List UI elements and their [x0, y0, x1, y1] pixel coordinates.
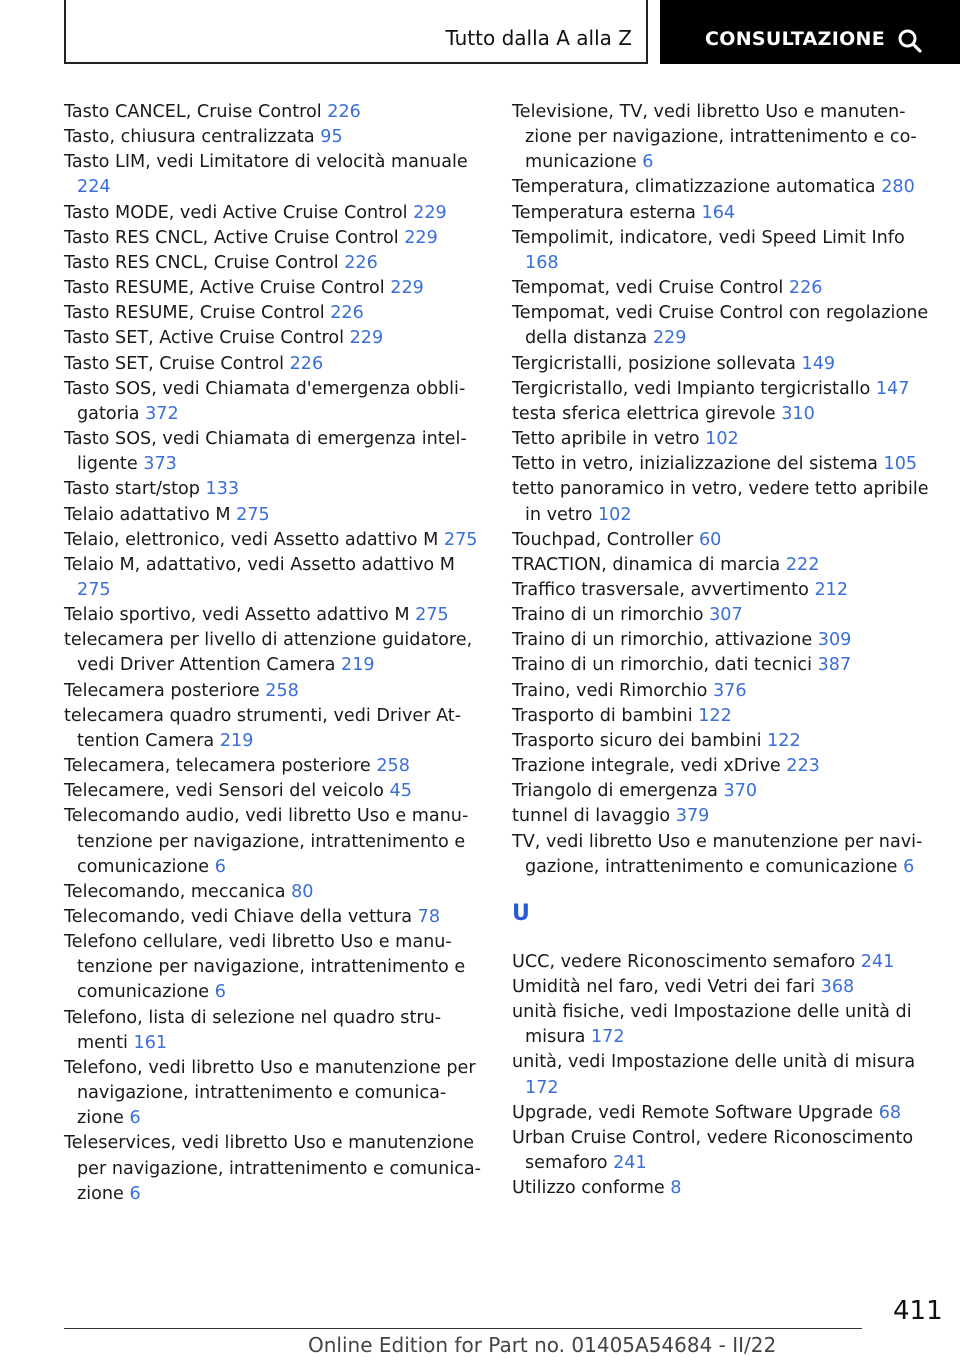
- page-reference-link[interactable]: 387: [817, 655, 852, 676]
- index-entry: [64, 477, 482, 502]
- page-reference-link[interactable]: 68: [878, 1102, 902, 1123]
- search-icon[interactable]: [897, 28, 923, 54]
- index-entry: [64, 226, 482, 251]
- index-term: Traino di un rimorchio, attivazione: [512, 630, 813, 651]
- index-term: Traino, vedi Rimorchio: [512, 680, 708, 701]
- index-term: Telecamera posteriore: [64, 680, 260, 701]
- page-reference-link[interactable]: 102: [597, 504, 632, 525]
- index-entry: [64, 251, 482, 276]
- index-term: testa sferica elettrica girevole: [512, 403, 776, 424]
- index-entry: [512, 603, 932, 628]
- index-entry: [512, 704, 932, 729]
- index-term: Telaio M, adattativo, vedi Assetto adattivo M: [64, 554, 455, 575]
- index-entry: [64, 201, 482, 226]
- index-entry: [512, 427, 932, 452]
- index-term: UCC, vedere Riconoscimento semaforo: [512, 951, 856, 972]
- index-term: Televisione, TV, vedi libretto Uso e manutenzione per navigazione, intrattenimento e comunicazione: [512, 102, 917, 173]
- page-reference-link[interactable]: 78: [417, 907, 441, 927]
- page-reference-link[interactable]: 275: [443, 529, 478, 550]
- index-entry: [512, 754, 932, 779]
- page-reference-link[interactable]: 229: [404, 227, 438, 248]
- index-term: Tasto SET, Active Cruise Control: [64, 328, 345, 349]
- index-term: Telefono, lista di selezione nel quadro strumenti: [64, 1007, 442, 1053]
- index-entry: [64, 125, 482, 150]
- page-reference-link[interactable]: 379: [675, 806, 710, 827]
- index-term: Tasto CANCEL, Cruise Control: [64, 102, 322, 122]
- index-entry: [64, 679, 482, 704]
- index-term: Utilizzo conforme: [512, 1178, 665, 1199]
- index-column-left: [64, 100, 482, 1207]
- index-entry: [512, 352, 932, 377]
- page-reference-link[interactable]: 8: [670, 1178, 682, 1199]
- page-reference-link[interactable]: 280: [881, 177, 915, 198]
- page-reference-link[interactable]: 373: [143, 454, 177, 475]
- index-term: Tempomat, vedi Cruise Control con regolazione della distanza: [512, 303, 929, 349]
- header-section-box: [64, 0, 648, 64]
- index-term: Upgrade, vedi Remote Software Upgrade: [512, 1102, 874, 1123]
- index-entry: [64, 427, 482, 477]
- index-entry: [512, 779, 932, 804]
- index-entry: [64, 1056, 482, 1131]
- index-entry: [512, 276, 932, 301]
- index-entry: [512, 628, 932, 653]
- index-entry: [512, 226, 932, 276]
- page-reference-link[interactable]: 219: [219, 730, 254, 751]
- index-term: telecamera quadro strumenti, vedi Driver Attention Camera: [64, 705, 462, 751]
- index-term: telecamera per livello di attenzione guidatore, vedi Driver Attention Camera: [64, 630, 473, 676]
- page-reference-link[interactable]: 223: [786, 756, 820, 777]
- index-entry: [512, 1101, 932, 1126]
- index-group-t: [512, 100, 932, 880]
- index-entry: [64, 503, 482, 528]
- index-term: Tergicristallo, vedi Impianto tergicristallo: [512, 378, 871, 399]
- page-reference-link[interactable]: 6: [214, 982, 226, 1003]
- index-term: Tasto start/stop: [64, 479, 200, 500]
- page-reference-link[interactable]: 172: [525, 1077, 559, 1098]
- page-reference-link[interactable]: 149: [801, 353, 836, 374]
- index-entry: [64, 528, 482, 553]
- page-reference-link[interactable]: 307: [709, 605, 743, 626]
- index-entry: [64, 930, 482, 1005]
- index-term: tunnel di lavaggio: [512, 806, 671, 827]
- index-entry: [512, 804, 932, 829]
- page-reference-link[interactable]: 258: [376, 756, 410, 777]
- index-term: Teleservices, vedi libretto Uso e manutenzione per navigazione, intrattenimento e comunicazione: [64, 1133, 482, 1204]
- page-reference-link[interactable]: 226: [330, 303, 364, 324]
- page-reference-link[interactable]: 95: [320, 127, 343, 148]
- index-entry: [64, 377, 482, 427]
- index-entry: [64, 301, 482, 326]
- index-entry: [512, 679, 932, 704]
- index-term: Telecamera, telecamera posteriore: [64, 756, 371, 777]
- index-term: unità fisiche, vedi Impostazione delle unità di misura: [512, 1002, 912, 1048]
- index-entry: [512, 301, 932, 351]
- page-reference-link[interactable]: 122: [767, 730, 801, 751]
- page-reference-link[interactable]: 226: [788, 278, 823, 299]
- index-term: Telecomando, meccanica: [64, 881, 286, 902]
- index-term: Telefono cellulare, vedi libretto Uso e manutenzione per navigazione, intrattenimento e comunicazione: [64, 932, 466, 1003]
- page-reference-link[interactable]: 6: [214, 856, 226, 877]
- index-term: Tasto SOS, vedi Chiamata d'emergenza obbligatoria: [64, 378, 466, 424]
- page-reference-link[interactable]: 6: [129, 1108, 141, 1129]
- page-reference-link[interactable]: 172: [590, 1027, 625, 1048]
- index-term: Traffico trasversale, avvertimento: [512, 579, 809, 600]
- index-entry: [512, 477, 932, 527]
- index-entry: [512, 950, 932, 975]
- index-term: Urban Cruise Control, vedere Riconoscimento semaforo: [512, 1127, 914, 1174]
- header-section-title: Tutto dalla A alla Z: [445, 26, 632, 50]
- page-reference-link[interactable]: 372: [145, 403, 179, 424]
- index-entry: [512, 1000, 932, 1050]
- header-chapter-title: CONSULTAZIONE: [705, 28, 886, 50]
- page-reference-link[interactable]: 229: [413, 202, 447, 223]
- index-term: Telaio adattativo M: [64, 504, 231, 525]
- index-term: Telecomando audio, vedi libretto Uso e manutenzione per navigazione, intrattenimento e comunicazione: [64, 806, 469, 877]
- page-reference-link[interactable]: 275: [77, 579, 111, 600]
- page-reference-link[interactable]: 310: [781, 403, 815, 424]
- index-entry: [512, 1050, 932, 1100]
- page-reference-link[interactable]: 275: [236, 504, 270, 525]
- index-entry: [64, 754, 482, 779]
- index-entry: [512, 452, 932, 477]
- index-term: tetto panoramico in vetro, vedere tetto apribile in vetro: [512, 479, 929, 525]
- index-entry: [64, 905, 482, 930]
- index-term: TV, vedi libretto Uso e manutenzione per navigazione, intrattenimento e comunicazione: [512, 831, 923, 877]
- page-reference-link[interactable]: 6: [129, 1183, 141, 1204]
- page-reference-link[interactable]: 275: [415, 605, 449, 626]
- page-reference-link[interactable]: 222: [785, 554, 820, 575]
- index-entry: [64, 352, 482, 377]
- page-reference-link[interactable]: 258: [265, 680, 299, 701]
- index-term: Temperatura esterna: [512, 202, 696, 223]
- page-reference-link[interactable]: 105: [883, 454, 918, 475]
- page-reference-link[interactable]: 6: [642, 152, 654, 173]
- index-entry: [64, 704, 482, 754]
- index-entry: [512, 402, 932, 427]
- index-term: Tasto, chiusura centralizzata: [64, 127, 315, 148]
- index-entry: [64, 1006, 482, 1056]
- page-reference-link[interactable]: 241: [860, 951, 895, 972]
- index-term: TRACTION, dinamica di marcia: [512, 554, 781, 575]
- index-term: Telaio sportivo, vedi Assetto adattivo M: [64, 605, 410, 626]
- page-reference-link[interactable]: 229: [390, 278, 424, 299]
- index-term: Triangolo di emergenza: [512, 781, 718, 802]
- index-entry: [512, 975, 932, 1000]
- index-entry: [512, 1126, 932, 1176]
- index-entry: [64, 603, 482, 628]
- index-term: Tasto RESUME, Cruise Control: [64, 303, 325, 324]
- section-letter-u: U: [512, 900, 530, 926]
- page-reference-link[interactable]: 60: [698, 529, 722, 550]
- page-reference-link[interactable]: 168: [525, 252, 559, 273]
- page-number: 411: [893, 1296, 943, 1326]
- index-entry: [64, 326, 482, 351]
- index-term: Telaio, elettronico, vedi Assetto adattivo M: [64, 529, 439, 550]
- index-term: Tasto SOS, vedi Chiamata di emergenza intelligente: [64, 429, 467, 475]
- page-reference-link[interactable]: 224: [77, 177, 111, 198]
- index-term: Umidità nel faro, vedi Vetri dei fari: [512, 977, 816, 997]
- index-term: Touchpad, Controller: [512, 529, 694, 550]
- index-term: Telecamere, vedi Sensori del veicolo: [64, 781, 384, 802]
- page-reference-link[interactable]: 147: [875, 378, 910, 399]
- index-term: Tempolimit, indicatore, vedi Speed Limit Info: [512, 227, 905, 248]
- index-entry: [512, 1176, 932, 1201]
- index-term: Telefono, vedi libretto Uso e manutenzione per navigazione, intrattenimento e comunicazione: [64, 1057, 476, 1129]
- header-chapter-box: [660, 0, 960, 64]
- index-term: Trasporto di bambini: [512, 705, 693, 726]
- index-term: Tergicristalli, posizione sollevata: [512, 353, 796, 374]
- index-term: Tasto RES CNCL, Cruise Control: [64, 252, 339, 273]
- index-term: Tetto apribile in vetro: [512, 429, 700, 450]
- index-entry: [64, 150, 482, 200]
- index-entry: [64, 100, 482, 125]
- index-entry: [64, 880, 482, 905]
- page-reference-link[interactable]: 102: [705, 429, 739, 450]
- page-reference-link[interactable]: 6: [903, 856, 915, 877]
- index-term: Telecomando, vedi Chiave della vettura: [64, 907, 413, 927]
- footer-divider: [64, 1328, 862, 1329]
- page-reference-link[interactable]: 212: [814, 579, 849, 600]
- index-term: Tasto LIM, vedi Limitatore di velocità manuale: [64, 152, 468, 173]
- index-entry: [512, 553, 932, 578]
- index-entry: [64, 804, 482, 879]
- index-entry: [512, 377, 932, 402]
- footer-edition-note: Online Edition for Part no. 01405A54684 - II/22: [308, 1333, 777, 1357]
- index-term: Tetto in vetro, inizializzazione del sistema: [512, 454, 878, 475]
- index-term: Tasto RESUME, Active Cruise Control: [64, 278, 385, 299]
- index-column-right: [512, 100, 932, 1201]
- index-group-u: [512, 950, 932, 1202]
- index-term: Traino di un rimorchio, dati tecnici: [512, 655, 812, 676]
- page-reference-link[interactable]: 226: [289, 353, 324, 374]
- page-reference-link[interactable]: 376: [712, 680, 747, 701]
- page-reference-link[interactable]: 219: [341, 655, 375, 676]
- index-term: Tasto RES CNCL, Active Cruise Control: [64, 227, 399, 248]
- index-term: Tempomat, vedi Cruise Control: [512, 278, 784, 299]
- index-entry: [64, 553, 482, 603]
- page-reference-link[interactable]: 229: [349, 328, 384, 349]
- page-reference-link[interactable]: 241: [613, 1153, 647, 1174]
- page-reference-link[interactable]: 368: [820, 977, 855, 997]
- page-reference-link[interactable]: 226: [344, 252, 378, 273]
- page-reference-link[interactable]: 309: [817, 630, 852, 651]
- index-term: Traino di un rimorchio: [512, 605, 704, 626]
- index-entry: [512, 729, 932, 754]
- page-reference-link[interactable]: 80: [291, 881, 314, 902]
- page-reference-link[interactable]: 229: [652, 328, 687, 349]
- index-entry: [512, 201, 932, 226]
- page-reference-link[interactable]: 226: [327, 102, 361, 122]
- page-reference-link[interactable]: 45: [389, 781, 412, 802]
- index-entry: [64, 276, 482, 301]
- index-entry: [512, 578, 932, 603]
- index-term: Trazione integrale, vedi xDrive: [512, 756, 781, 777]
- index-entry: [512, 175, 932, 200]
- index-entry: [512, 830, 932, 880]
- page-reference-link[interactable]: 164: [701, 202, 736, 223]
- page-reference-link[interactable]: 370: [723, 781, 758, 802]
- index-term: Trasporto sicuro dei bambini: [512, 730, 762, 751]
- page-reference-link[interactable]: 133: [205, 479, 240, 500]
- page-reference-link[interactable]: 161: [133, 1032, 168, 1053]
- index-entry: [512, 100, 932, 175]
- index-entry: [512, 653, 932, 678]
- index-entry: [64, 779, 482, 804]
- index-entry: [64, 628, 482, 678]
- index-term: Tasto MODE, vedi Active Cruise Control: [64, 202, 408, 223]
- index-term: Tasto SET, Cruise Control: [64, 353, 284, 374]
- index-entry: [64, 1131, 482, 1206]
- page-reference-link[interactable]: 122: [698, 705, 732, 726]
- index-entry: [512, 528, 932, 553]
- index-term: Temperatura, climatizzazione automatica: [512, 177, 876, 198]
- index-term: unità, vedi Impostazione delle unità di misura: [512, 1052, 916, 1073]
